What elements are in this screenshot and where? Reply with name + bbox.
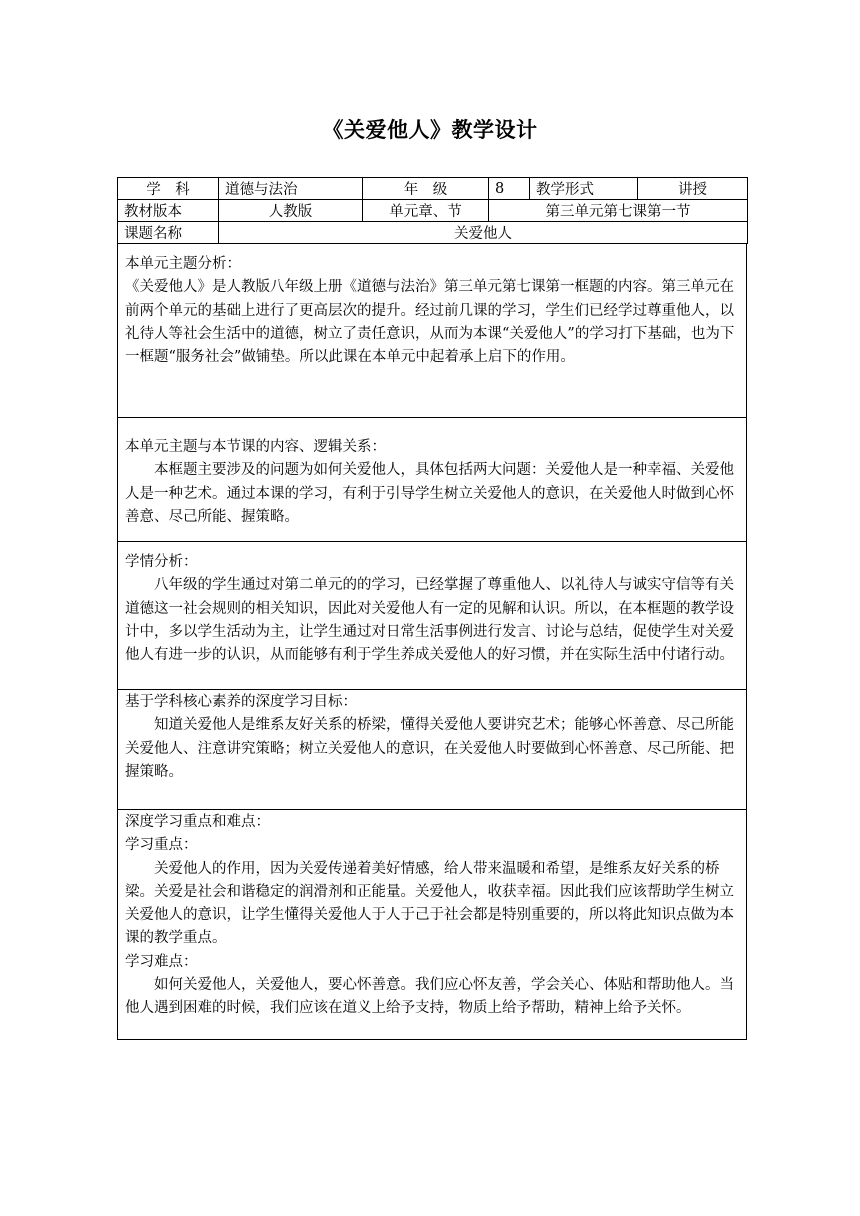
learner-heading: 学情分析： (125, 554, 198, 570)
section-learner-analysis (117, 542, 747, 690)
unit-value: 第三单元第七课第一节 (489, 200, 748, 222)
section-key-points (117, 810, 747, 1040)
teaching-form-value: 讲授 (638, 178, 748, 200)
teaching-form-label: 教学形式 (530, 178, 638, 200)
difficulty-heading: 学习难点： (125, 953, 198, 970)
section-relation (117, 418, 747, 542)
info-row-edition (118, 200, 748, 222)
relation-body: 本框题主要涉及的问题为如何关爱他人，具体包括两大问题：关爱他人是一种幸福、关爱他人是一种艺术。通过本课的学习，有利于引导学生树立关爱他人的意识，在关爱他人时做到心怀善意、尽己所能、握策略。 (125, 462, 734, 525)
info-row-topic (118, 222, 748, 244)
unit-analysis-body: 《关爱他人》是人教版八年级上册《道德与法治》第三单元第七课第一框题的内容。第三单元在前两个单元的基础上进行了更高层次的提升。经过前几课的学习，学生们已经学过尊重他人，以礼待人等社会生活中的道德，树立了责任意识，从而为本课“关爱他人”的学习打下基础，也为下一框题“服务社会”做铺垫。所以此课在本单元中起着承上启下的作用。 (125, 279, 735, 366)
section-unit-analysis (117, 244, 747, 418)
unit-label: 单元章、节 (363, 200, 489, 222)
subject-value: 道德与法治 (219, 178, 363, 200)
goals-heading: 基于学科核心素养的深度学习目标： (125, 694, 357, 710)
goals-body: 知道关爱他人是维系友好关系的桥梁，懂得关爱他人要讲究艺术；能够心怀善意、尽己所能关爱他人、注意讲究策略；树立关爱他人的意识，在关爱他人时要做到心怀善意、尽己所能、把握策略。 (125, 717, 734, 780)
edition-value: 人教版 (219, 200, 363, 222)
grade-label: 年 级 (363, 178, 489, 200)
unit-analysis-heading: 本单元主题分析： (125, 256, 241, 272)
relation-heading: 本单元主题与本节课的内容、逻辑关系： (125, 439, 386, 455)
subject-label: 学 科 (118, 178, 219, 200)
lesson-plan-table (117, 177, 747, 1040)
document-title: 《关爱他人》教学设计 (322, 118, 538, 142)
topic-value: 关爱他人 (219, 222, 748, 244)
topic-label: 课题名称 (118, 222, 219, 244)
learner-body: 八年级的学生通过对第二单元的的学习，已经掌握了尊重他人、以礼待人与诚实守信等有关道德这一社会规则的相关知识，因此对关爱他人有一定的见解和认识。所以，在本框题的教学设计中，多以学生活动为主，让学生通过对日常生活事例进行发言、讨论与总结，促使学生对关爱他人有进一步的认识，从而能够有利于学生养成关爱他人的好习惯，并在实际生活中付诸行动。 (125, 577, 734, 664)
info-table (117, 177, 748, 244)
key-points-heading: 深度学习重点和难点： (125, 814, 270, 830)
info-row-subject (118, 178, 748, 200)
difficulty-body: 如何关爱他人，关爱他人，要心怀善意。我们应心怀友善，学会关心、体贴和帮助他人。当他人遇到困难的时候，我们应该在道义上给予支持，物质上给予帮助，精神上给予关怀。 (125, 977, 734, 1017)
grade-value: 8 (489, 178, 530, 200)
section-learning-goals (117, 690, 747, 810)
edition-label: 教材版本 (118, 200, 219, 222)
focus-body: 关爱他人的作用，因为关爱传递着美好情感，给人带来温暖和希望，是维系友好关系的桥梁。关爱是社会和谐稳定的润滑剂和正能量。关爱他人，收获幸福。因此我们应该帮助学生树立关爱他人的意识，让学生懂得关爱他人于人于己于社会都是特别重要的，所以将此知识点做为本课的教学重点。 (125, 860, 734, 947)
focus-heading: 学习重点： (125, 837, 198, 854)
